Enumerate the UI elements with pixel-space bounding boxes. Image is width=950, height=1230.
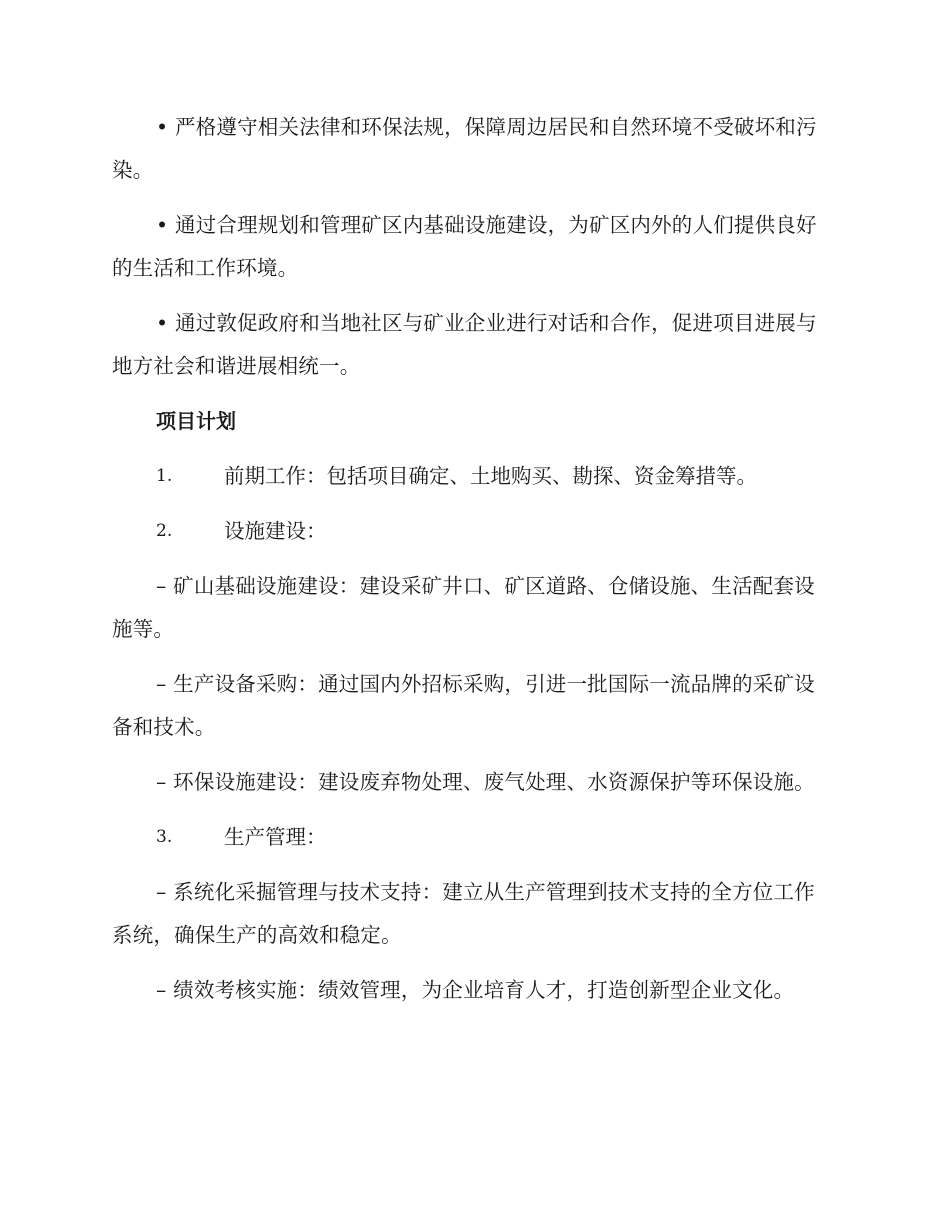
- detail-paragraph: – 环保设施建设：建设废弃物处理、废气处理、水资源保护等环保设施。: [156, 770, 815, 794]
- item-number: 1.: [156, 466, 173, 486]
- detail-paragraph: – 生产设备采购：通过国内外招标采购，引进一批国际一流品牌的采矿设备和技术。: [112, 672, 815, 739]
- numbered-item: [156, 816, 824, 859]
- bullet-paragraph: • 通过敦促政府和当地社区与矿业企业进行对话和合作，促进项目进展与地方社会和谐进展相统一。: [112, 311, 817, 378]
- section-heading: 项目计划: [156, 409, 236, 433]
- detail-paragraph: – 矿山基础设施建设：建设采矿井口、矿区道路、仓储设施、生活配套设施等。: [112, 574, 815, 641]
- detail-paragraph: – 绩效考核实施：绩效管理，为企业培育人才，打造创新型企业文化。: [156, 978, 795, 1002]
- numbered-item: [156, 455, 824, 498]
- detail-paragraph: – 系统化采掘管理与技术支持：建立从生产管理到技术支持的全方位工作系统，确保生产的高效和稳定。: [112, 880, 815, 947]
- item-text: 生产管理：: [224, 825, 327, 849]
- numbered-item: [156, 510, 824, 553]
- item-text: 前期工作：包括项目确定、土地购买、勘探、资金筹措等。: [224, 464, 757, 488]
- item-number: 3.: [156, 827, 173, 847]
- bullet-paragraph: • 通过合理规划和管理矿区内基础设施建设，为矿区内外的人们提供良好的生活和工作环境。: [112, 213, 817, 280]
- item-number: 2.: [156, 521, 173, 541]
- item-text: 设施建设：: [224, 519, 327, 543]
- bullet-paragraph: • 严格遵守相关法律和环保法规，保障周边居民和自然环境不受破坏和污染。: [112, 115, 817, 182]
- document-body: [112, 106, 824, 1024]
